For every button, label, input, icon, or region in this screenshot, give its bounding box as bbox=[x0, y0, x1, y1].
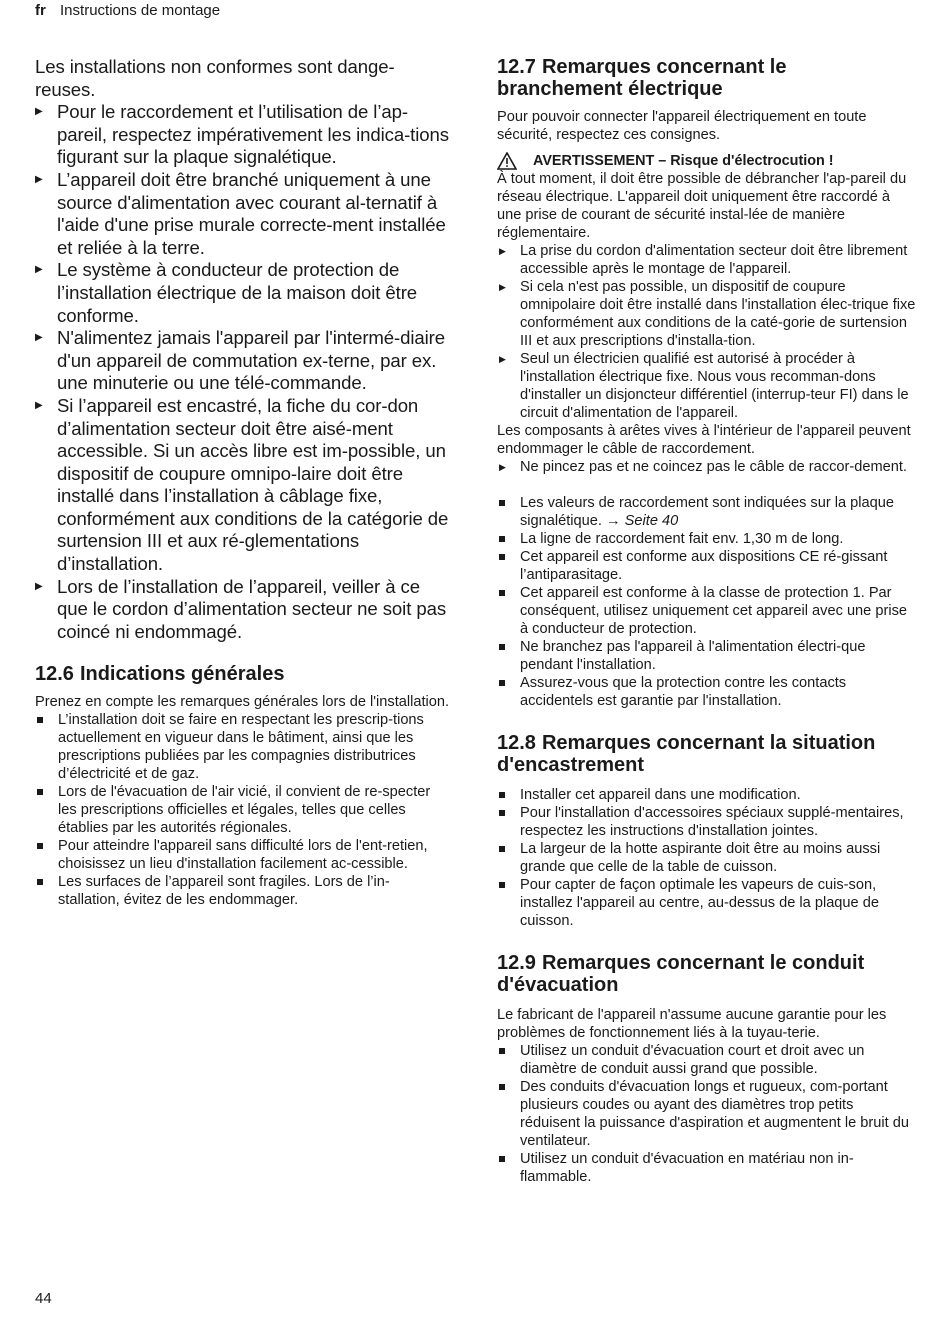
list-item: ▶ Si l’appareil est encastré, la fiche du cor-don d’alimentation secteur doit être aisé-ment accessible. Si un accès libre est im-possible, un dispositif de coupure omnipo-laire doit être installé dans l’installation à câblage fixe, conformément aux conditions de la catégorie de surtension III et aux ré-glementations d’installation. bbox=[35, 395, 451, 576]
section-number: 12.9 bbox=[497, 952, 536, 974]
list-item: ▶ Si cela n'est pas possible, un dispositif de coupure omnipolaire doit être installé dans l'installation élec-trique fixe conformément aux conditions de la caté-gorie de surtension III et aux prescriptions d'installa-tion. bbox=[497, 278, 917, 350]
list-item: ▶ N'alimentez jamais l'appareil par l'intermé-diaire d'un appareil de commutation ex-terne, par ex. une minuterie ou une télé-commande. bbox=[35, 327, 451, 395]
section-title: Remarques concernant le conduit d'évacuation bbox=[497, 952, 865, 996]
list-item: Utilisez un conduit d'évacuation en matériau non in-flammable. bbox=[497, 1150, 917, 1186]
sharp-edges-list bbox=[497, 458, 917, 476]
list-item: ▶ Le système à conducteur de protection de l’installation électrique de la maison doit être conforme. bbox=[35, 259, 451, 327]
right-column bbox=[497, 56, 917, 1186]
warning-text: À tout moment, il doit être possible de débrancher l'ap-pareil du réseau électrique. L'appareil doit uniquement être raccordé à une prise de courant de sécurité instal-lée de manière réglementaire. bbox=[497, 171, 907, 241]
list-item: Pour capter de façon optimale les vapeurs de cuis-son, installez l'appareil au centre, au-dessus de la plaque de cuisson. bbox=[497, 876, 917, 930]
section-title: Remarques concernant la situation d'encastrement bbox=[497, 732, 876, 776]
list-item: L’installation doit se faire en respectant les prescrip-tions actuellement en vigueur dans le bâtiment, ainsi que les prescriptions publiées par les compagnies distributrices d’électricité et de gaz. bbox=[35, 711, 451, 783]
sharp-edges-text: Les composants à arêtes vives à l'intérieur de l'appareil peuvent endommager le câble de raccordement. bbox=[497, 423, 911, 457]
installation-list bbox=[497, 786, 917, 930]
section-body-12-6 bbox=[35, 693, 451, 909]
section-intro: Prenez en compte les remarques générales lors de l'installation. bbox=[35, 694, 450, 711]
section-body-12-9 bbox=[497, 1006, 917, 1186]
warning-title bbox=[497, 152, 917, 170]
duct-list bbox=[497, 1042, 917, 1186]
safety-intro: Les installations non conformes sont dange-reuses. bbox=[35, 56, 395, 100]
left-column bbox=[35, 56, 451, 909]
section-body-12-7 bbox=[497, 108, 917, 710]
list-item: Cet appareil est conforme à la classe de protection 1. Par conséquent, utilisez uniquement cet appareil avec une prise à conducteur de protection. bbox=[497, 584, 917, 638]
section-heading-12-6 bbox=[35, 663, 451, 685]
warning-label: AVERTISSEMENT – Risque d'électrocution ! bbox=[533, 153, 834, 169]
list-item: ▶ L’appareil doit être branché uniquement à une source d'alimentation avec courant al-ternatif à l'aide d'une prise murale correcte-ment installée et reliée à la terre. bbox=[35, 169, 451, 259]
list-item: Pour atteindre l'appareil sans difficulté lors de l'ent-retien, choisissez un lieu d'installation facilement ac-cessible. bbox=[35, 837, 451, 873]
section-heading-12-7 bbox=[497, 56, 837, 100]
section-body-12-8 bbox=[497, 786, 917, 930]
section-intro: Pour pouvoir connecter l'appareil électriquement en toute sécurité, respectez ces consignes. bbox=[497, 109, 867, 143]
page-reference-arrow: → bbox=[606, 513, 621, 529]
list-item: Assurez-vous que la protection contre les contacts accidentels est garantie par l'installation. bbox=[497, 674, 917, 710]
electrical-arrow-list bbox=[497, 242, 917, 422]
header-section-title: Instructions de montage bbox=[60, 2, 221, 19]
section-heading-12-8 bbox=[497, 732, 917, 776]
list-item: Des conduits d'évacuation longs et rugueux, com-portant plusieurs coudes ou ayant des diamètres trop petits réduisent la puissance d'aspiration et augmentent le bruit du ventilateur. bbox=[497, 1078, 917, 1150]
list-item: Pour l'installation d'accessoires spéciaux supplé-mentaires, respectez les instructions d'installation jointes. bbox=[497, 804, 917, 840]
general-list bbox=[35, 711, 451, 909]
safety-block bbox=[35, 56, 451, 643]
section-heading-12-9 bbox=[497, 952, 917, 996]
section-title: Indications générales bbox=[79, 663, 285, 686]
language-code: fr bbox=[35, 2, 46, 19]
safety-list bbox=[35, 101, 451, 643]
list-item: La largeur de la hotte aspirante doit être au moins aussi grande que celle de la table de cuisson. bbox=[497, 840, 917, 876]
list-item: Ne branchez pas l'appareil à l'alimentation électri-que pendant l'installation. bbox=[497, 638, 917, 674]
list-item: ▶ Lors de l’installation de l’appareil, veiller à ce que le cordon d’alimentation secteur ne soit pas coincé ni endommagé. bbox=[35, 576, 451, 644]
list-item: La ligne de raccordement fait env. 1,30 m de long. bbox=[497, 530, 917, 548]
page-reference[interactable]: Seite 40 bbox=[624, 513, 679, 529]
electrical-list bbox=[497, 494, 917, 710]
page-number: 44 bbox=[35, 1290, 52, 1307]
list-item: Les surfaces de l’appareil sont fragiles. Lors de l’in-stallation, évitez de les endommager. bbox=[35, 873, 451, 909]
list-item: ▶ Ne pincez pas et ne coincez pas le câble de raccor-dement. bbox=[497, 458, 917, 476]
list-item: Lors de l'évacuation de l'air vicié, il convient de re-specter les prescriptions officielles et légales, telles que celles établies par les autorités régionales. bbox=[35, 783, 451, 837]
list-item: ▶ La prise du cordon d'alimentation secteur doit être librement accessible après le montage de l'appareil. bbox=[497, 242, 917, 278]
list-item: ▶ Seul un électricien qualifié est autorisé à procéder à l'installation électrique fixe. Nous vous recomman-dons d'installer un disjoncteur différentiel (interrup-teur FI) dans le circuit d'alimentation de l'appareil. bbox=[497, 350, 917, 422]
section-number: 12.7 bbox=[497, 56, 536, 78]
list-item-text: Les valeurs de raccordement sont indiquées sur la plaque signalétique. bbox=[520, 495, 894, 529]
section-intro: Le fabricant de l'appareil n'assume aucune garantie pour les problèmes de fonctionnement liés à la tuyau-terie. bbox=[497, 1007, 887, 1041]
list-item: Cet appareil est conforme aux dispositions CE ré-gissant l’antiparasitage. bbox=[497, 548, 917, 584]
list-item-with-reference bbox=[497, 494, 917, 530]
section-number: 12.6 bbox=[35, 663, 74, 686]
list-item: Utilisez un conduit d'évacuation court et droit avec un diamètre de conduit aussi grand que possible. bbox=[497, 1042, 917, 1078]
warning-icon bbox=[497, 152, 517, 170]
list-item: Installer cet appareil dans une modification. bbox=[497, 786, 917, 804]
page-header bbox=[35, 2, 220, 19]
list-item: ▶ Pour le raccordement et l’utilisation de l’ap-pareil, respectez impérativement les indica-tions figurant sur la plaque signalétique. bbox=[35, 101, 451, 169]
section-number: 12.8 bbox=[497, 732, 536, 754]
section-title: Remarques concernant le branchement électrique bbox=[497, 56, 787, 100]
